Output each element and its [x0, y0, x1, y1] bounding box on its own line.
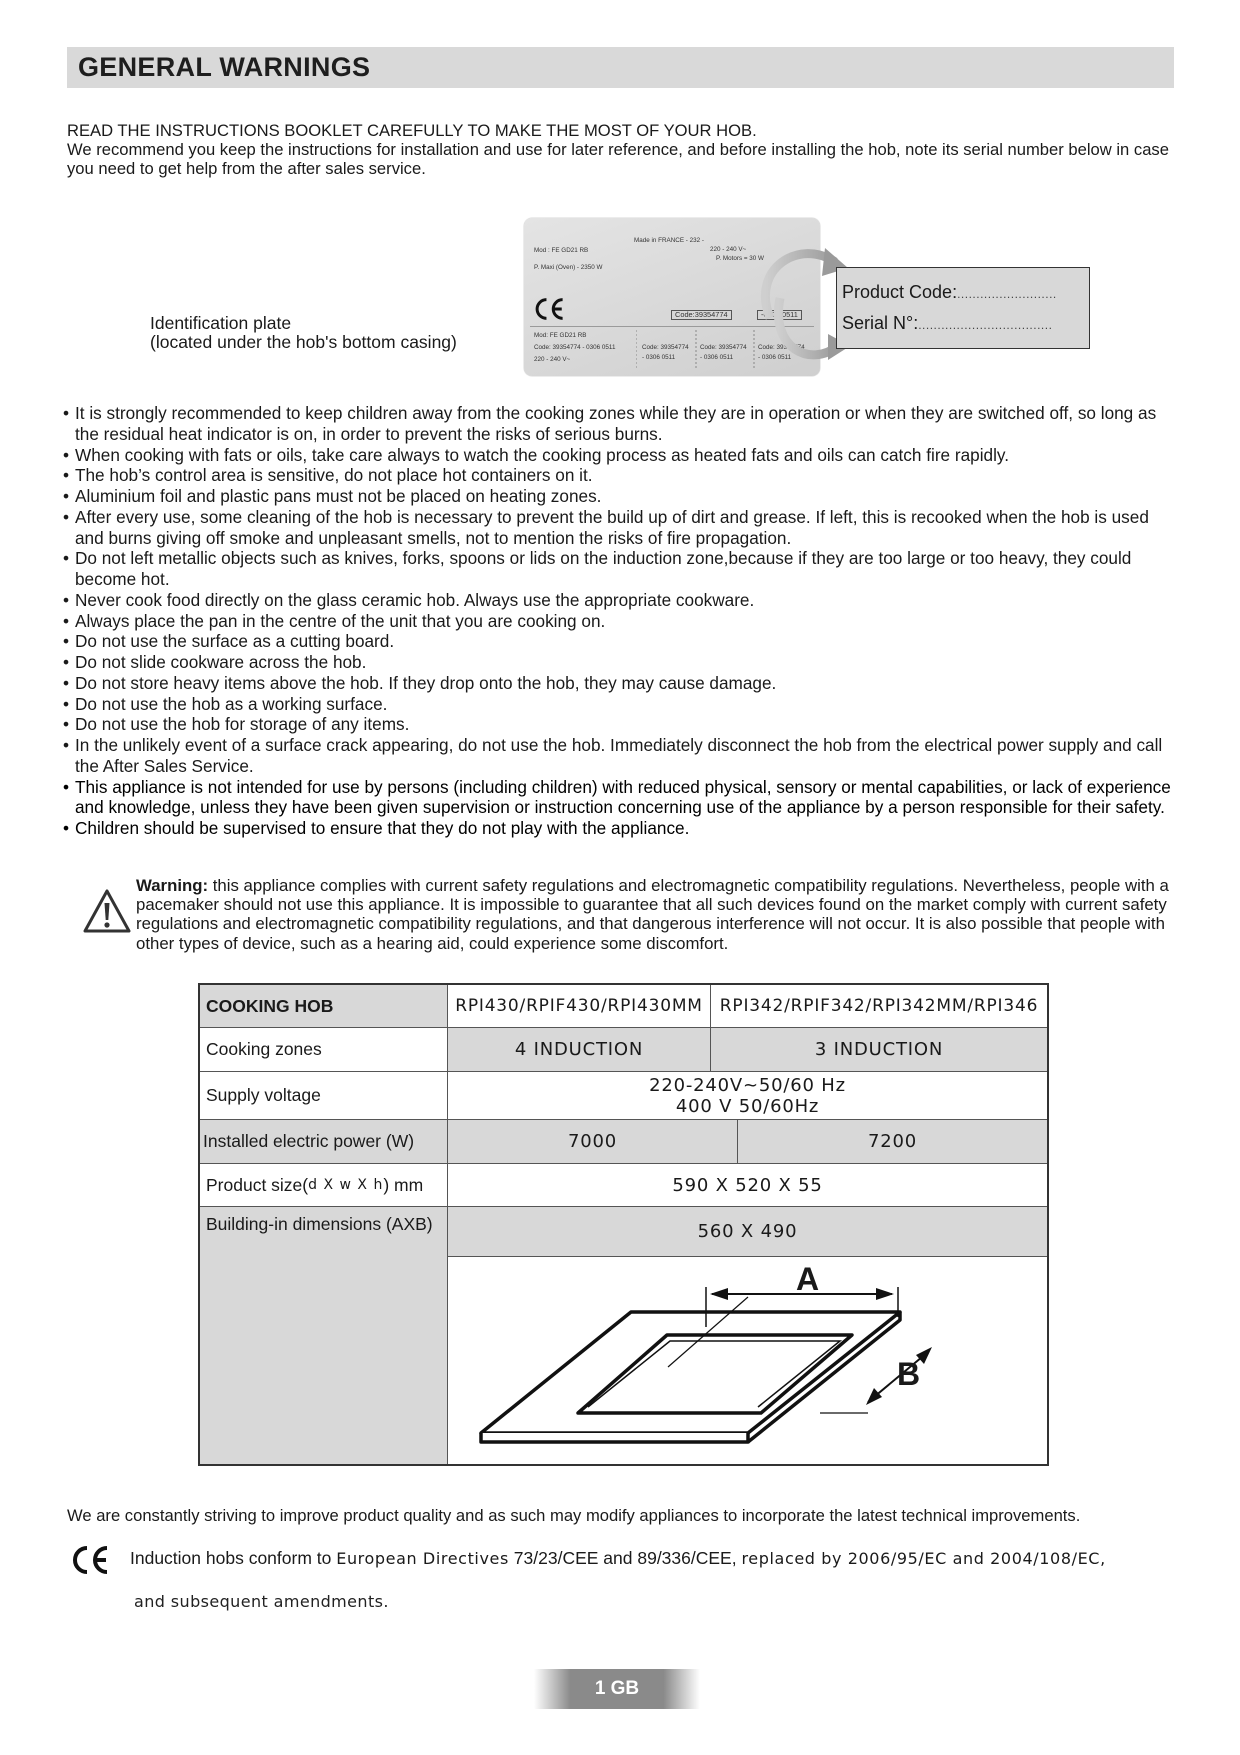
- identification-label-2: (located under the hob's bottom casing): [150, 332, 457, 352]
- ce-part-1: Induction hobs conform to: [130, 1548, 337, 1568]
- plate-made-in: Made in FRANCE - 232 -: [634, 237, 704, 244]
- intro-line-2: We recommend you keep the instructions for installation and use for later reference, and before installing the hob, note its serial number below in case you need to get help from the after sales service.: [67, 140, 1169, 178]
- table-size-label-dims: d X w X h: [308, 1177, 384, 1193]
- table-building-value: 560 X 490: [448, 1207, 1047, 1257]
- list-item: • Children should be supervised to ensure that they do not play with the appliance.: [58, 818, 1178, 839]
- table-model-b: RPI342/RPIF342/RPI342MM/RPI346: [711, 985, 1047, 1028]
- intro-text: [67, 121, 1187, 178]
- table-model-a: RPI430/RPIF430/RPI430MM: [448, 985, 711, 1028]
- list-item: • Do not use the surface as a cutting board.: [58, 631, 1178, 652]
- list-item: • Do not use the hob for storage of any items.: [58, 714, 1178, 735]
- page-number: 1 GB: [534, 1669, 700, 1709]
- warning-triangle-icon: [82, 888, 132, 934]
- list-item: • Do not slide cookware across the hob.: [58, 652, 1178, 673]
- ce-mark-icon: [532, 296, 566, 322]
- table-zones-b: 3 INDUCTION: [711, 1028, 1047, 1072]
- plate-stub-2-code: Code: 39354774: [700, 344, 747, 351]
- serial-number-label: Serial N°:: [842, 313, 919, 333]
- plate-motors: P. Motors = 30 W: [716, 255, 765, 262]
- improvement-note: We are constantly striving to improve product quality and as such may modify appliances to incorporate the latest technical improvements.: [67, 1506, 1081, 1525]
- list-item: • The hob’s control area is sensitive, do not place hot containers on it.: [58, 465, 1178, 486]
- table-zones-a: 4 INDUCTION: [448, 1028, 711, 1072]
- product-code-dots: ..........................: [957, 287, 1057, 301]
- list-item: • Always place the pan in the centre of the unit that you are cooking on.: [58, 611, 1178, 632]
- ce-part-4: replaced by 2006/95/EC and 2004/108/EC,: [741, 1549, 1106, 1568]
- ce-statement: [130, 1548, 1106, 1569]
- table-building-label: Building-in dimensions (AXB): [200, 1207, 448, 1464]
- plate-stub-1-serial: - 0306 0511: [642, 354, 676, 361]
- list-item: • It is strongly recommended to keep children away from the cooking zones while they are in operation or when they are switched off, so long as the residual heat indicator is on, in order to prevent the risks of serious burns.: [58, 403, 1178, 445]
- diagram-label-b: B: [897, 1356, 921, 1392]
- plate-bottom-voltage: 220 - 240 V~: [534, 356, 571, 363]
- specifications-table: [198, 983, 1049, 1466]
- warning-paragraph: [136, 876, 1176, 953]
- plate-bottom-model: Mod: FE GD21 RB: [534, 332, 587, 339]
- table-power-a: 7000: [448, 1120, 738, 1164]
- list-item: • In the unlikely event of a surface crack appearing, do not use the hob. Immediately disconnect the hob from the electrical power supply and call the After Sales Service.: [58, 735, 1178, 777]
- identification-label: [150, 314, 457, 352]
- product-code-box: [836, 267, 1090, 349]
- list-item: • Never cook food directly on the glass ceramic hob. Always use the appropriate cookware.: [58, 590, 1178, 611]
- list-item: • Do not use the hob as a working surface.: [58, 694, 1178, 715]
- plate-code-box: Code:39354774: [671, 310, 732, 320]
- list-item: • Do not store heavy items above the hob. If they drop onto the hob, they may cause damage.: [58, 673, 1178, 694]
- table-voltage-line-1: 220-240V~50/60 Hz: [649, 1074, 846, 1096]
- list-item: • This appliance is not intended for use by persons (including children) with reduced physical, sensory or mental capabilities, or lack of experience and knowledge, unless they have been given supervision or instruction concerning use of the appliance by a person responsible for their safety.: [58, 777, 1178, 819]
- table-size-value: 590 X 520 X 55: [448, 1164, 1047, 1207]
- plate-stub-3-serial: - 0306 0511: [758, 354, 792, 361]
- plate-model: Mod : FE GD21 RB: [534, 247, 589, 254]
- serial-number-dots: ...................................: [918, 318, 1053, 332]
- table-size-label: [200, 1164, 448, 1207]
- plate-serial-box: -0306 0511: [757, 310, 802, 320]
- ce-part-2: European Directives: [336, 1549, 509, 1568]
- table-voltage-label: Supply voltage: [200, 1072, 448, 1120]
- cutout-diagram-drawing: [448, 1257, 1047, 1464]
- product-code-row: [842, 282, 1057, 303]
- plate-stub-3-code: Code: 39354774: [758, 344, 805, 351]
- plate-power: P. Maxi (Oven) - 2350 W: [534, 264, 603, 271]
- plate-voltage: 220 - 240 V~: [710, 246, 747, 253]
- table-size-label-pre: Product size(: [206, 1174, 309, 1195]
- warning-label: Warning:: [136, 876, 209, 895]
- table-zones-label: Cooking zones: [200, 1028, 448, 1072]
- ce-statement-line-2: and subsequent amendments.: [134, 1592, 389, 1611]
- product-code-label: Product Code:: [842, 282, 958, 302]
- plate-bottom-code: Code: 39354774 - 0306 0511: [534, 344, 616, 351]
- plate-stub-1-code: Code: 39354774: [642, 344, 689, 351]
- list-item: • Aluminium foil and plastic pans must not be placed on heating zones.: [58, 486, 1178, 507]
- list-item: • Do not left metallic objects such as knives, forks, spoons or lids on the induction zone,because if they are too large or too heavy, they could become hot.: [58, 548, 1178, 590]
- plate-stub-2-serial: - 0306 0511: [700, 354, 734, 361]
- list-item: • After every use, some cleaning of the hob is necessary to prevent the build up of dirt and grease. If left, this is recooked when the hob is used and burns giving off smoke and unpleasant smells, not to mention the risks of fire propagation.: [58, 507, 1178, 549]
- page-title: GENERAL WARNINGS: [78, 52, 371, 82]
- list-item: • When cooking with fats or oils, take care always to watch the cooking process as heated fats and oils can catch fire rapidly.: [58, 445, 1178, 466]
- table-power-label: Installed electric power (W): [200, 1120, 448, 1164]
- warnings-list: [58, 403, 1178, 839]
- cutout-diagram: [448, 1257, 1047, 1464]
- serial-number-row: [842, 313, 1052, 334]
- table-voltage-value: [448, 1072, 1047, 1120]
- intro-line-1: READ THE INSTRUCTIONS BOOKLET CAREFULLY TO MAKE THE MOST OF YOUR HOB.: [67, 121, 757, 140]
- table-power-b: 7200: [738, 1120, 1047, 1164]
- identification-label-1: Identification plate: [150, 313, 292, 333]
- table-header-label: COOKING HOB: [200, 985, 448, 1028]
- warning-body: this appliance complies with current safety regulations and electromagnetic compatibility regulations. Nevertheless, people with a pacemaker should not use this appliance. It is impossible to guarantee that all such devices found on the market comply with current safety regulations and electromagnetic compatibility regulations, and that dangerous interference will not occur. It is also possible that people with other types of device, such as a hearing aid, could experience some discomfort.: [136, 876, 1169, 953]
- ce-mark-footer-icon: [70, 1544, 110, 1576]
- diagram-label-a: A: [796, 1261, 820, 1297]
- table-size-label-post: ) mm: [383, 1174, 424, 1195]
- ce-part-3: 73/23/CEE and 89/336/CEE,: [508, 1548, 742, 1568]
- table-voltage-line-2: 400 V 50/60Hz: [675, 1095, 820, 1117]
